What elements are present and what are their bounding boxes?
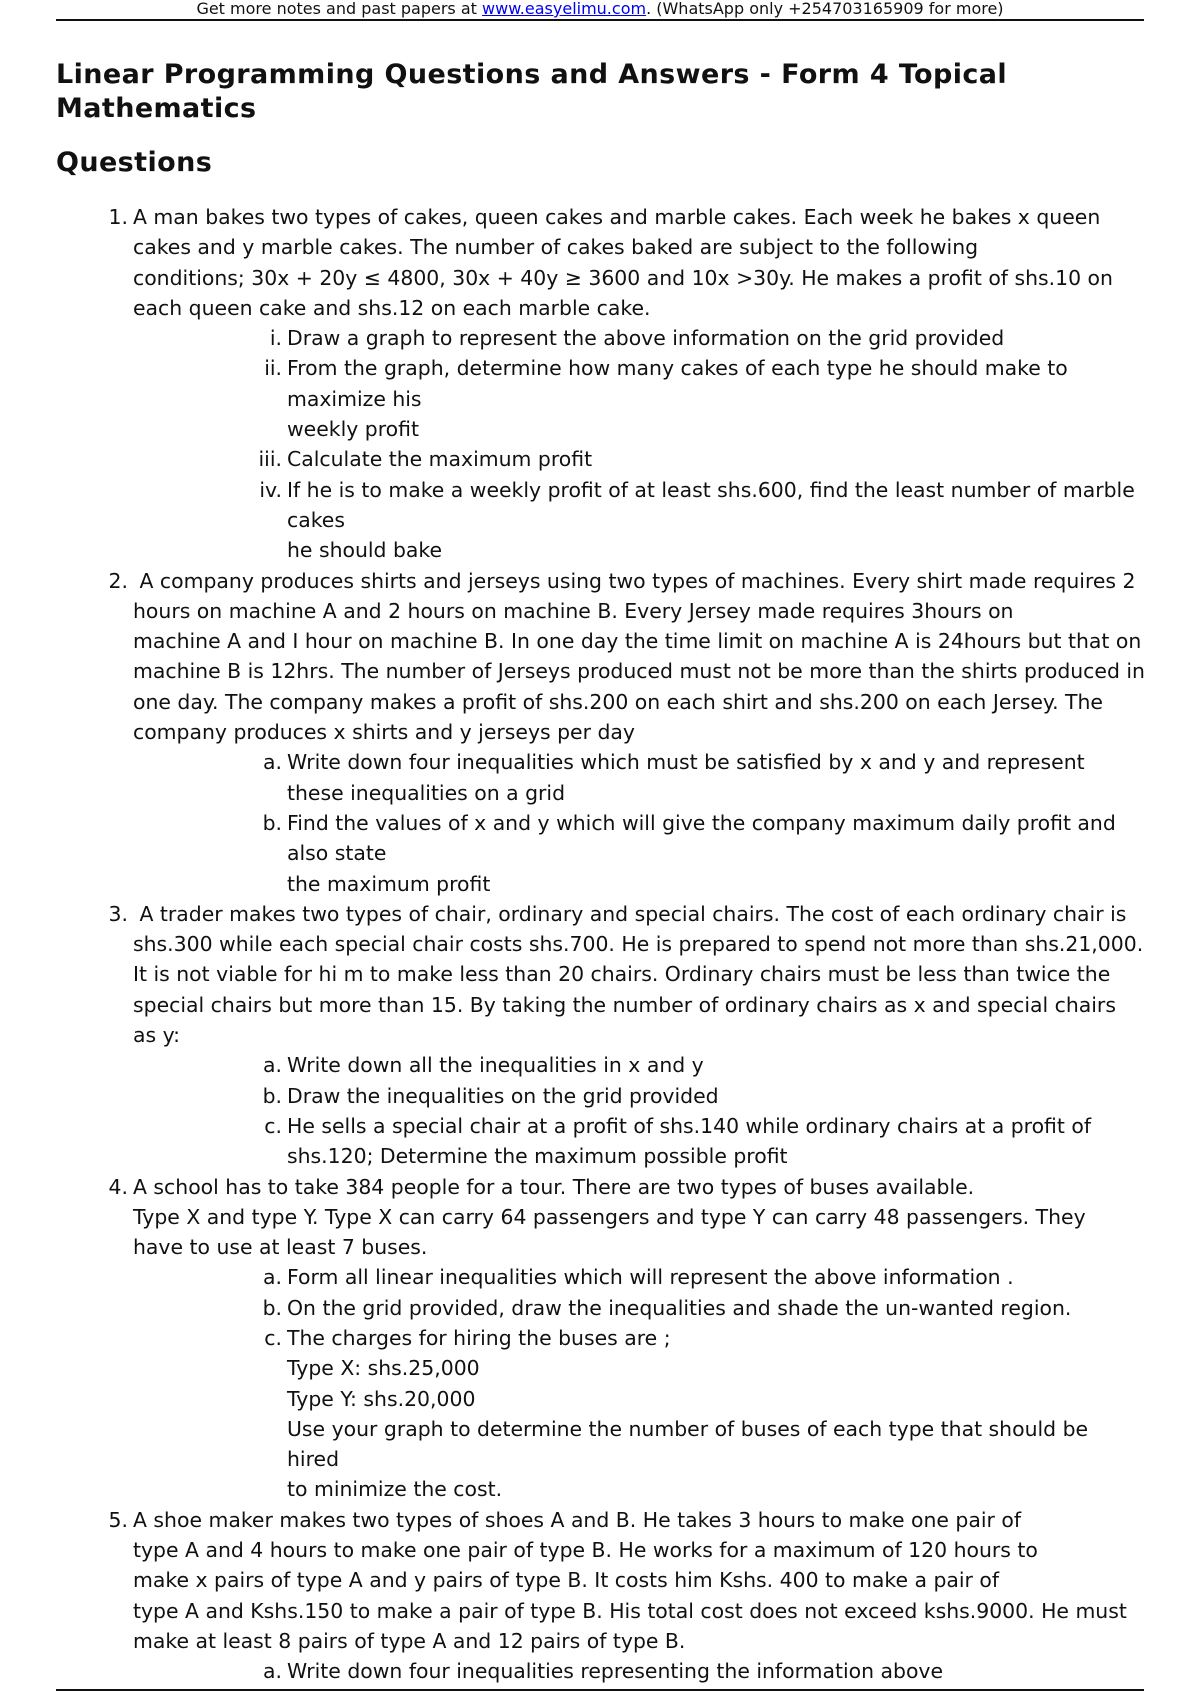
question-text-line: company produces x shirts and y jerseys per day: [133, 720, 635, 745]
sub-question-text-line: to minimize the cost.: [287, 1477, 503, 1502]
sub-question-text-line: shs.120; Determine the maximum possible profit: [287, 1144, 788, 1169]
question-text-line: special chairs but more than 15. By taking the number of ordinary chairs as x and special chairs: [133, 992, 1116, 1017]
question-text-line: shs.300 while each special chair costs shs.700. He is prepared to spend not more than shs.21,000.: [133, 932, 1144, 957]
question-text-line: Type X and type Y. Type X can carry 64 passengers and type Y can carry 48 passengers. They: [133, 1204, 1086, 1229]
question-item: [56, 1172, 1144, 1505]
question-item: [56, 1505, 1144, 1687]
sub-question-item: [133, 353, 1144, 444]
sub-question-label: a.: [263, 1265, 282, 1290]
sub-question-text-line: He sells a special chair at a profit of shs.140 while ordinary chairs at a profit of: [287, 1113, 1092, 1138]
question-number: 4.: [108, 1174, 128, 1199]
question-text-line: make at least 8 pairs of type A and 12 pairs of type B.: [133, 1628, 686, 1653]
question-text-line: make x pairs of type A and y pairs of type B. It costs him Kshs. 400 to make a pair of: [133, 1568, 1000, 1593]
sub-question-item: [133, 808, 1144, 899]
sub-question-item: [133, 1050, 1144, 1080]
sub-question-label: iv.: [259, 477, 282, 502]
question-text-line: machine A and I hour on machine B. In one day the time limit on machine A is 24hours but that on: [133, 629, 1142, 654]
footer-divider: [56, 1689, 1144, 1691]
sub-question-item: [133, 747, 1144, 808]
title-line-2: Mathematics: [56, 93, 257, 124]
header-suffix: . (WhatsApp only +254703165909 for more): [646, 0, 1004, 18]
sub-question-label: b.: [262, 810, 282, 835]
sub-question-item: [133, 444, 1144, 474]
sub-question-list: [133, 747, 1144, 898]
sub-question-list: [133, 323, 1144, 565]
sub-question-list: [133, 1050, 1144, 1171]
sub-question-item: [133, 1111, 1144, 1172]
question-item: [56, 202, 1144, 566]
sub-question-label: a.: [263, 750, 282, 775]
question-number: 3.: [108, 901, 128, 926]
document-body: [56, 58, 1144, 1687]
question-number: 5.: [108, 1507, 128, 1532]
section-heading: Questions: [56, 147, 213, 178]
question-text-line: type A and 4 hours to make one pair of type B. He works for a maximum of 120 hours to: [133, 1538, 1038, 1563]
sub-question-item: [133, 475, 1144, 566]
question-text-line: It is not viable for hi m to make less than 20 chairs. Ordinary chairs must be less than twice the: [133, 962, 1111, 987]
sub-question-text-line: Calculate the maximum profit: [287, 447, 593, 472]
question-text-line: A shoe maker makes two types of shoes A and B. He takes 3 hours to make one pair of: [133, 1507, 1022, 1532]
question-number: 1.: [108, 205, 128, 229]
question-text-line: one day. The company makes a profit of shs.200 on each shirt and shs.200 on each Jersey. The: [133, 689, 1103, 714]
sub-question-text-line: Type X: shs.25,000: [287, 1356, 480, 1381]
sub-question-text-line: Write down all the inequalities in x and y: [287, 1053, 704, 1078]
sub-question-text-line: Write down four inequalities which must be satisfied by x and y and represent: [287, 750, 1085, 775]
sub-question-label: iii.: [258, 447, 282, 472]
header-prefix: Get more notes and past papers at: [196, 0, 483, 18]
question-text-line: have to use at least 7 buses.: [133, 1235, 428, 1260]
question-text-line: A company produces shirts and jerseys using two types of machines. Every shirt made requires 2: [133, 568, 1136, 593]
question-item: [56, 566, 1144, 899]
sub-question-text-line: he should bake: [287, 538, 443, 563]
question-text-line: cakes and y marble cakes. The number of cakes baked are subject to the following: [133, 235, 979, 260]
sub-question-text-line: the maximum profit: [287, 871, 491, 896]
sub-question-item: [133, 1081, 1144, 1111]
question-text-line: machine B is 12hrs. The number of Jerseys produced must not be more than the shirts produced in: [133, 659, 1145, 684]
question-text-line: each queen cake and shs.12 on each marble cake.: [133, 295, 651, 320]
sub-question-item: [133, 1656, 1144, 1686]
sub-question-text-line: weekly profit: [287, 417, 419, 442]
sub-question-item: [133, 1293, 1144, 1323]
sub-question-text-line: On the grid provided, draw the inequalities and shade the un-wanted region.: [287, 1295, 1072, 1320]
page-title: [56, 58, 1144, 126]
sub-question-label: c.: [264, 1113, 282, 1138]
sub-question-item: [133, 1323, 1144, 1505]
sub-question-label: b.: [262, 1295, 282, 1320]
sub-question-text-line: Draw a graph to represent the above information on the grid provided: [287, 326, 1005, 351]
sub-question-text-line: Form all linear inequalities which will represent the above information .: [287, 1265, 1014, 1290]
sub-question-text-line: If he is to make a weekly profit of at least shs.600, find the least number of marble cakes: [287, 477, 1135, 532]
sub-question-text-line: Write down four inequalities representing the information above: [287, 1659, 944, 1684]
question-text-line: A trader makes two types of chair, ordinary and special chairs. The cost of each ordinary chair is: [133, 901, 1127, 926]
question-text-line: A school has to take 384 people for a tour. There are two types of buses available.: [133, 1174, 975, 1199]
sub-question-label: c.: [264, 1325, 282, 1350]
sub-question-text-line: The charges for hiring the buses are ;: [287, 1325, 671, 1350]
question-text-line: A man bakes two types of cakes, queen cakes and marble cakes. Each week he bakes x queen: [133, 205, 1101, 229]
question-item: [56, 899, 1144, 1172]
sub-question-list: [133, 1656, 1144, 1686]
sub-question-text-line: From the graph, determine how many cakes of each type he should make to maximize his: [287, 356, 1068, 411]
sub-question-label: ii.: [264, 356, 282, 381]
question-text-line: conditions; 30x + 20y ≤ 4800, 30x + 40y ≥ 3600 and 10x >30y. He makes a profit of shs.10 on: [133, 265, 1113, 290]
question-text-line: hours on machine A and 2 hours on machine B. Every Jersey made requires 3hours on: [133, 598, 1014, 623]
sub-question-label: i.: [269, 326, 282, 351]
sub-question-item: [133, 1262, 1144, 1292]
sub-question-text-line: Draw the inequalities on the grid provided: [287, 1083, 719, 1108]
title-line-1: Linear Programming Questions and Answers - Form 4 Topical: [56, 59, 1008, 90]
sub-question-text-line: these inequalities on a grid: [287, 780, 566, 805]
sub-question-text-line: Type Y: shs.20,000: [287, 1386, 476, 1411]
question-text-line: as y:: [133, 1023, 181, 1048]
question-list: [56, 202, 1144, 1687]
sub-question-label: a.: [263, 1053, 282, 1078]
sub-question-label: a.: [263, 1659, 282, 1684]
question-text-line: type A and Kshs.150 to make a pair of type B. His total cost does not exceed kshs.9000. He must: [133, 1598, 1127, 1623]
website-link[interactable]: www.easyelimu.com: [482, 0, 647, 18]
page-header: [56, 0, 1144, 21]
sub-question-list: [133, 1262, 1144, 1504]
sub-question-label: b.: [262, 1083, 282, 1108]
question-number: 2.: [108, 568, 128, 593]
sub-question-text-line: Use your graph to determine the number of buses of each type that should be hired: [287, 1416, 1089, 1472]
sub-question-item: [133, 323, 1144, 353]
sub-question-text-line: Find the values of x and y which will give the company maximum daily profit and also state: [287, 810, 1116, 866]
